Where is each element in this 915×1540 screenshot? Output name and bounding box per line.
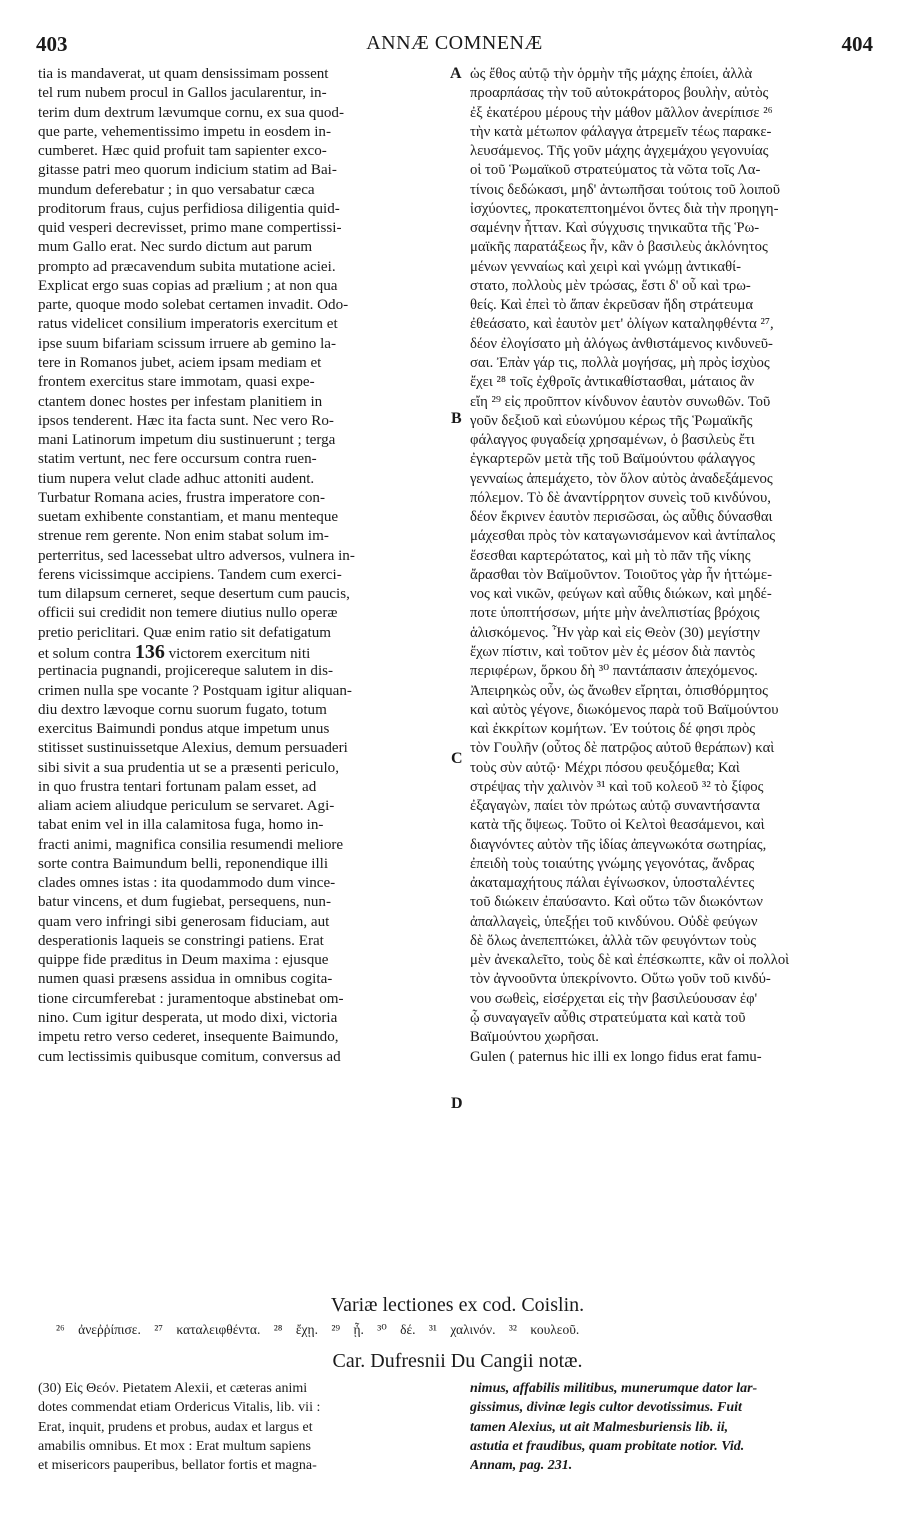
bridge-line: Gulen ( paternus hic illi ex longo fidus erat famu- — [470, 1048, 762, 1065]
greek-line: τὸν ἀγνοοῦντα ὑπεκρίνοντο. Οὕτω γοῦν τοῦ κινδύ- — [470, 971, 771, 988]
greek-line: σαμένην ἧτταν. Καὶ σύγχυσις τηνικαῦτα τῆς Ῥω- — [470, 220, 760, 237]
notes-heading: Car. Dufresnii Du Cangii notæ. — [332, 1350, 583, 1372]
latin-line: tabat enim vel in illa calamitosa fuga, homo in- — [38, 817, 324, 834]
greek-line: τίνοις δεδώκασι, μηδ' ἀντωπῆσαι τούτοις τοῦ λοιποῦ — [470, 181, 781, 198]
greek-line: οἱ τοῦ Ῥωμαϊκοῦ στρατεύματος τὰ νῶτα τοῖς Λα- — [470, 162, 761, 179]
latin-line: terim dum dextrum lævumque cornu, ex sua quod- — [38, 104, 345, 121]
greek-line: δέον ἔκρινεν ἑαυτὸν περισῶσαι, ὡς αὖθις δύνασθαι — [470, 509, 773, 526]
latin-line: cumberet. Hæc quid profuit tam sapienter exco- — [38, 143, 327, 160]
latin-line: crimen nulla spe vocante ? Postquam igitur aliquan- — [38, 682, 352, 699]
latin-line: officii sui credidit non temere diutius nullo operæ — [38, 605, 338, 622]
latin-line: tia is mandaverat, ut quam densissimam possent — [38, 66, 329, 82]
greek-line: μαϊκῆς παρατάξεως ἦν, κἂν ὁ βασιλεὺς ἀκλόνητος — [470, 239, 768, 256]
greek-line: προαρπάσας τὴν τοῦ αὐτοκράτορος βουλὴν, αὐτὸς — [470, 85, 769, 102]
latin-line: tere in Romanos jubet, aciem ipsam mediam et — [38, 354, 322, 371]
greek-line: Ἀπειρηκὼς οὖν, ὡς ἄνωθεν εἴρηται, ὀπισθόρμητος — [470, 682, 768, 699]
greek-line: σαι. Ἐπὰν γάρ τις, πολλὰ μογήσας, μὴ πρὸς ἰσχὺος — [470, 354, 770, 371]
variae-lectiones-heading: Variæ lectiones ex cod. Coislin. — [330, 1294, 585, 1316]
greek-line: ἐξαγαγὼν, παίει τὸν πρώτως αὐτῷ συναντήσαντα — [470, 798, 760, 815]
greek-line: ἐπειδὴ τοὺς τοιαύτης γνώμης γεγονότας, ἄνδρας — [470, 855, 755, 872]
greek-line: ἐγκαρτερῶν μετὰ τῆς τοῦ Βαϊμούντου φάλαγγος — [470, 451, 755, 468]
latin-column — [38, 65, 442, 1310]
latin-line: quippe fide præditus in Deum maxima : ejusque — [38, 952, 329, 969]
latin-line: gitasse patri meo quorum indicium statim ad Bai- — [38, 162, 337, 179]
latin-line: mani Latinorum impetum diu sustinuerunt ; terga — [38, 432, 336, 449]
greek-line: ἁλισκόμενος. Ἦν γὰρ καὶ εἰς Θεὸν (30) μεγίστην — [470, 624, 760, 641]
margin-marker-a: A — [450, 65, 462, 82]
latin-line: ferens vicissimque accipiens. Tandem cum exerci- — [38, 566, 342, 583]
note-line: astutia et fraudibus, quam probitate notior. Vid. — [470, 1438, 745, 1454]
latin-line: Explicat ergo suas copias ad prælium ; at non qua — [38, 277, 338, 294]
latin-line: in quo frustra tentari fortunam palam esset, ad — [38, 778, 317, 795]
greek-line: ἐξ ἑκατέρου μέρους τὴν μάθον μᾶλλον ἀνερίπισε ²⁶ — [470, 104, 773, 121]
latin-line: mundum deferebatur ; in quo versabatur cæca — [38, 181, 315, 198]
latin-line: proditorum fraus, cujus perfidiosa diligentia quid- — [38, 200, 340, 217]
page-number-right: 404 — [841, 32, 873, 56]
greek-line: λευσάμενος. Τῆς γοῦν μάχης ἀγχεμάχου γεγονυίας — [470, 143, 769, 160]
greek-line: καὶ αὐτὸς γέγονε, διωκόμενος παρὰ τοῦ Βαϊμούντου — [470, 701, 779, 718]
greek-line: θείς. Καὶ ἐπεὶ τὸ ἅπαν ἐκρεῦσαν ἤδη στράτευμα — [470, 297, 754, 314]
latin-line: exercitus Baimundi pondus atque impetum unus — [38, 721, 330, 738]
margin-marker-b: B — [451, 410, 462, 427]
latin-line: pretio periclitari. Quæ enim ratio sit defatigatum — [38, 624, 331, 641]
greek-line: φάλαγγος φυγαδείᾳ χρησαμένων, ὁ βασιλεὺς ἔτι — [470, 432, 755, 449]
latin-line: ratus videlicet consilium imperatoris exercitum et — [38, 316, 338, 333]
greek-line: νος καὶ νικῶν, φεύγων καὶ αὖθις διώκων, καὶ μηδέ- — [470, 586, 772, 603]
note-line: (30) Εἰς Θεόν. Pietatem Alexii, et cæteras animi — [38, 1381, 308, 1396]
latin-line: tum dilapsum cerneret, seque desertum cum paucis, — [38, 586, 350, 603]
latin-line: que parte, vehementissimo impetu in eosdem in- — [38, 123, 332, 140]
greek-line: περιφέρων, ὅρκου δὴ ³⁰ παντάπασιν ἀπεχόμενος. — [470, 663, 758, 680]
latin-line: pertinacia pugnandi, projicereque salutem in dis- — [38, 663, 334, 680]
latin-line: ipsos tenderent. Hæc ita facta sunt. Nec vero Ro- — [38, 412, 334, 429]
note-right-column — [470, 1380, 882, 1476]
greek-line: στατο, πολλοὺς μὲν τρώσας, ἔστι δ' οὗ καὶ τρω- — [470, 277, 751, 294]
variae-lectiones-list: ²⁶ ἀνεῤῥίπισε. ²⁷ καταλειφθέντα. ²⁸ ἔχῃ. ²⁹ ᾖ. ³⁰ δέ. ³¹ χαλινόν. ³² κουλεοῦ. — [56, 1322, 580, 1337]
latin-line: batur vincens, et dum fugiebat, persequens, nun- — [38, 894, 331, 911]
latin-line: fracti animi, magnifica consilia resumendi meliore — [38, 836, 344, 853]
greek-line: μάχεσθαι πρὸς τὸν καταγωνισάμενον καὶ ἀντίπαλος — [470, 528, 776, 545]
latin-line: statim vertunt, nec fere occursum contra ruen- — [38, 451, 317, 468]
margin-marker-c: C — [451, 750, 463, 767]
greek-line: διαγνόντες αὐτὸν τῆς ἰδίας ἀπεγνωκότα σωτηρίας, — [470, 836, 767, 853]
note-line: nimus, affabilis militibus, munerumque dator lar- — [470, 1381, 758, 1396]
latin-line: prompto ad præcavendum subita mutatione aciei. — [38, 258, 336, 275]
latin-line-fragment: et solum contra — [38, 645, 135, 662]
greek-line: γενναίως ἀπεμάχετο, τὸν ὅλον αὐτὸς ἀναδεξάμενος — [470, 470, 773, 487]
folio-number: 136 — [134, 642, 165, 663]
greek-line: ᾧ συναγαγεῖν αὖθις στρατεύματα καὶ κατὰ τοῦ — [470, 1010, 746, 1027]
running-title: ANNÆ COMNENÆ — [366, 32, 543, 54]
latin-line: diu dextro lævoque cornu suorum fugato, totum — [38, 701, 327, 718]
greek-line: δέον ἐλογίσατο μὴ ἀλόγως ἀνθιστάμενος κινδυνεῦ- — [470, 335, 773, 352]
greek-line: καὶ ἐκκρίτων κομήτων. Ἐν τούτοις δέ φησι πρὸς — [470, 721, 756, 738]
latin-line: mum Gallo erat. Nec surdo dictum aut parum — [38, 239, 313, 256]
greek-line: τοῦ διώκειν ἐπαύσαντο. Καὶ οὕτω τῶν διωκόντων — [470, 894, 763, 911]
greek-line: νου σωθεὶς, εἰσέρχεται εἰς τὴν βασιλεύουσαν ἐφ' — [470, 990, 758, 1007]
latin-line: ctantem donec hostes per infestam planitiem in — [38, 393, 323, 410]
note-line: amabilis omnibus. Et mox : Erat multum sapiens — [38, 1438, 311, 1454]
margin-marker-d: D — [451, 1095, 463, 1112]
latin-line: suetam exhibente constantiam, et manu menteque — [38, 509, 339, 526]
note-left-column — [38, 1380, 442, 1476]
latin-line: impetu retro verso cederet, insequente Baimundo, — [38, 1029, 339, 1046]
note-line: gissimus, divinæ legis cultor devotissimus. Fuit — [470, 1400, 742, 1416]
greek-line: πόλεμον. Τὸ δὲ ἀναντίρρητον συνεὶς τοῦ κινδύνου, — [470, 489, 771, 506]
latin-line: quid vesperi decrevisset, primo mane compertissi- — [38, 220, 342, 237]
latin-line: clades omnes istas : ita quodammodo dum vince- — [38, 875, 336, 892]
note-line: Annam, pag. 231. — [470, 1458, 573, 1474]
latin-line: Turbatur Romana acies, frustra imperatore con- — [38, 489, 325, 506]
greek-line: ἀπαλλαγεὶς, ὑπεξῄει τοῦ κινδύνου. Οὐδὲ φεύγων — [470, 913, 758, 930]
greek-line: γοῦν δεξιοῦ καὶ εὐωνύμου κέρως τῆς Ῥωμαϊκῆς — [470, 412, 753, 429]
greek-line: τὴν κατὰ μέτωπον φάλαγγα ἀτρεμεῖν τέως παρακε- — [470, 123, 772, 140]
latin-line: desperationis laqueis se constringi patiens. Erat — [38, 932, 324, 949]
latin-line — [38, 643, 442, 662]
latin-line: frontem exercitus stare immotam, quasi expe- — [38, 374, 315, 391]
latin-line-fragment: victorem exercitum niti — [164, 645, 311, 662]
latin-line: strenue rem gerente. Non enim stabat solum im- — [38, 528, 329, 545]
greek-line: κατὰ τῆς ὄψεως. Τοῦτο οἱ Κελτοὶ θεασάμενοι, καὶ — [470, 817, 765, 834]
greek-line: ἄρασθαι τὸν Βαϊμοῦντον. Τοιοῦτος γὰρ ἦν ἡττώμε- — [470, 566, 772, 583]
note-line: et misericors pauperibus, bellator fortis et magna- — [38, 1458, 317, 1474]
greek-line: τοὺς σὺν αὐτῷ· Μέχρι πόσου φευξόμεθα; Καὶ — [470, 759, 740, 776]
greek-column — [470, 65, 878, 1310]
latin-line: ipse suum bifariam scissum irruere ab gemino la- — [38, 335, 337, 352]
latin-line: sorte contra Baimundum belli, reponendique illi — [38, 855, 329, 872]
greek-line: στρέψας τὴν χαλινὸν ³¹ καὶ τοῦ κολεοῦ ³² τὸ ξίφος — [470, 778, 764, 795]
latin-line: numen quasi præsens assidua in omnibus cogita- — [38, 971, 333, 988]
latin-line: perterritus, sed lacessebat ultro adversos, vulnera in- — [38, 547, 355, 564]
page-number-left: 403 — [36, 32, 68, 56]
greek-line: ὡς ἔθος αὐτῷ τὴν ὁρμὴν τῆς μάχης ἐποίει, ἀλλὰ — [470, 66, 753, 82]
greek-line: μὲν ἀνεκαλεῖτο, τοὺς δὲ καὶ ἐπέσκωπτε, κἂν οἱ πολλοὶ — [470, 952, 790, 969]
latin-line: aliam aciem aliudque periculum se servaret. Agi- — [38, 798, 335, 815]
greek-line: ἔσεσθαι καρτερώτατος, καὶ μὴ τὸ πᾶν τῆς νίκης — [470, 547, 751, 564]
note-line: dotes commendat etiam Ordericus Vitalis, lib. vii : — [38, 1400, 321, 1416]
latin-line: tione circumferebat : juramentoque abstinebat om- — [38, 990, 344, 1007]
latin-line: cum lectissimis quibusque comitum, conversus ad — [38, 1048, 341, 1065]
latin-line: quam vero infringi sibi generosam fiduciam, aut — [38, 913, 330, 930]
latin-line: stitisset sustinuissetque Alexius, demum persuaderi — [38, 740, 348, 757]
running-header — [36, 32, 873, 62]
greek-line: τὸν Γουλῆν (οὗτος δὲ πατρῷος αὐτοῦ θεράπων) καὶ — [470, 740, 775, 757]
latin-line: parte, quoque modo solebat certamen invadit. Odo- — [38, 297, 349, 314]
greek-line: ἔχει ²⁸ τοῖς ἐχθροῖς ἀντικαθίστασθαι, μάταιος ἂν — [470, 374, 755, 391]
latin-line: sibi sivit a sua prudentia ut se a præsenti periculo, — [38, 759, 339, 776]
latin-line: nino. Cum igitur desperata, ut modo dixi, victoria — [38, 1010, 338, 1027]
latin-line: tium nupera velut clade adhuc attoniti audent. — [38, 470, 315, 487]
greek-line: ἰσχύοντες, προκατεπτοημένοι ὄντες διὰ τὴν προηγη- — [470, 200, 779, 217]
note-line: tamen Alexius, ut ait Malmesburiensis lib. ii, — [470, 1419, 729, 1435]
greek-line: δὲ ὅλως ἀνεπεπτώκει, ἀλλὰ τῶν φευγόντων τοὺς — [470, 932, 757, 949]
greek-line: ἐθεάσατο, καὶ ἑαυτὸν μετ' ὀλίγων καταληφθέντα ²⁷, — [470, 316, 774, 333]
latin-line: tel rum nubem procul in Gallos jacularentur, in- — [38, 85, 327, 102]
greek-line: ποτε ὑποπτήσσων, μήτε μὴν ἀνελπιστίας βρόχοις — [470, 605, 760, 622]
greek-line: ἔχων πίστιν, καὶ τοῦτον μὲν ἐς μέσον διὰ παντὸς — [470, 643, 755, 660]
greek-line: μένων γενναίως καὶ χειρὶ καὶ γνώμῃ ἀντικαθί- — [470, 258, 741, 275]
greek-line: Βαϊμούντου χωρῆσαι. — [470, 1029, 599, 1046]
greek-line: εἴη ²⁹ εἰς προῦπτον κίνδυνον ἑαυτὸν συνωθῶν. Τοῦ — [470, 393, 771, 410]
note-line: Erat, inquit, prudens et probus, audax et largus et — [38, 1419, 313, 1435]
greek-line: ἀκαταμαχήτους πάλαι ἐγίνωσκον, ὑποσταλέντες — [470, 875, 755, 892]
